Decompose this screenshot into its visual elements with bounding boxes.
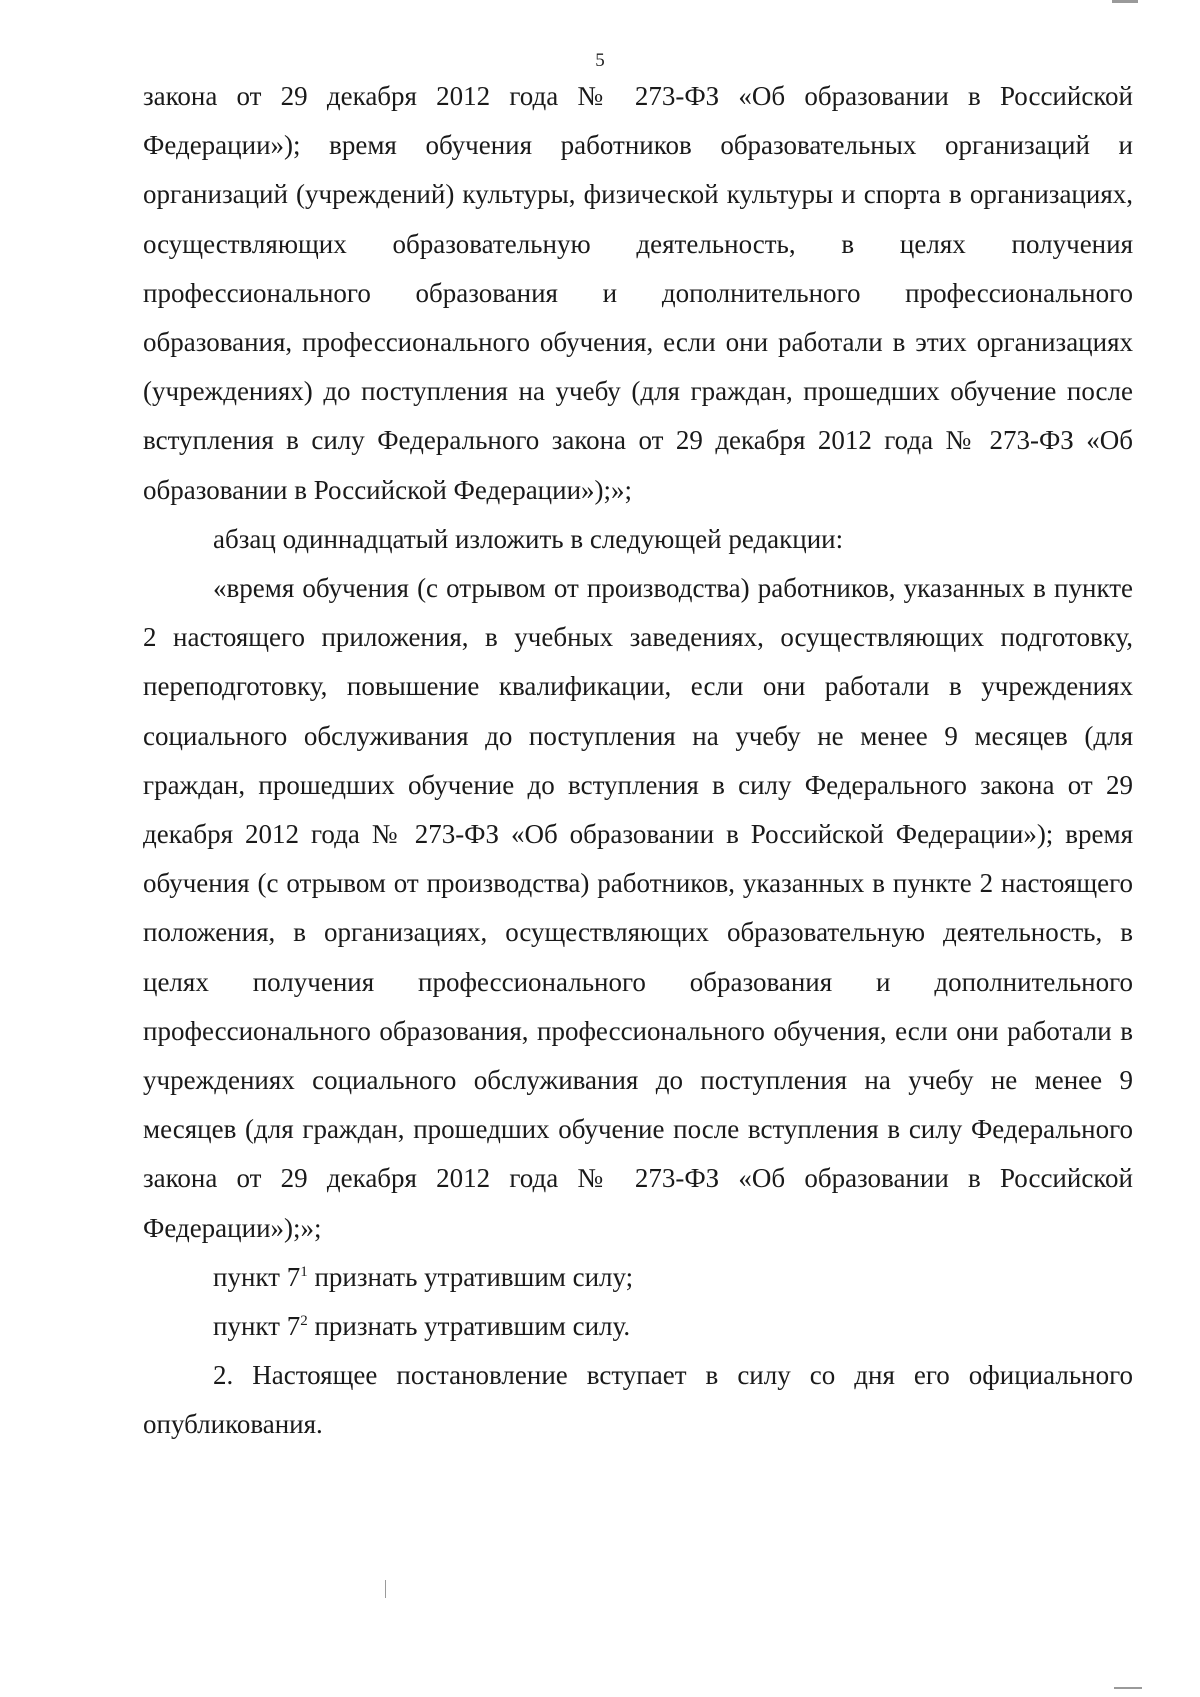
scan-artifact-bottom [1114,1687,1142,1689]
document-body [143,72,1133,1450]
item-7-2-prefix: пункт 7 [213,1311,301,1342]
paragraph-continuation: закона от 29 декабря 2012 года № 273-ФЗ «Об образовании в Российской Федерации»); время обучения работников образовательных организаций и организаций (учреждений) культуры, физической культуры и спорта в организациях, осуществляющих образовательную деятельность, в целях получения профессионального образования и дополнительного профессионального образования, профессионального обучения, если они работали в этих организациях (учреждениях) до поступления на учебу (для граждан, прошедших обучение после вступления в силу Федерального закона от 29 декабря 2012 года № 273-ФЗ «Об образовании в Российской Федерации»);»; [143,81,1133,505]
item-7-2-superscript: 2 [300,1313,308,1330]
item-7-1-suffix: признать утратившим силу; [307,1261,634,1292]
scan-artifact-left [385,1580,386,1598]
paragraph-item-7-1 [143,1253,1133,1302]
item-7-1-superscript: 1 [300,1263,308,1280]
paragraph-item-7-2 [143,1302,1133,1351]
scan-artifact-top [1112,0,1138,3]
item-7-1-prefix: пункт 7 [213,1261,301,1292]
paragraph-instruction: абзац одиннадцатый изложить в следующей редакции: [213,523,844,554]
page-number: 5 [595,50,605,71]
paragraph-quoted-text: «время обучения (с отрывом от производства) работников, указанных в пункте 2 настоящего приложения, в учебных заведениях, осуществляющих подготовку, переподготовку, повышение квалификации, если они работали в учреждениях социального обслуживания до поступления на учебу не менее 9 месяцев (для граждан, прошедших обучение до вступления в силу Федерального закона от 29 декабря 2012 года № 273-ФЗ «Об образовании в Российской Федерации»); время обучения (с отрывом от производства) работников, указанных в пункте 2 настоящего положения, в организациях, осуществляющих образовательную деятельность, в целях получения профессионального образования и дополнительного профессионального образования, профессионального обучения, если они работали в учреждениях социального обслуживания до поступления на учебу не менее 9 месяцев (для граждан, прошедших обучение после вступления в силу Федерального закона от 29 декабря 2012 года № 273-ФЗ «Об образовании в Российской Федерации»);»; [143,573,1133,1243]
item-7-2-suffix: признать утратившим силу. [307,1311,631,1342]
paragraph-effective-date: 2. Настоящее постановление вступает в силу со дня его официального опубликования. [143,1360,1133,1440]
